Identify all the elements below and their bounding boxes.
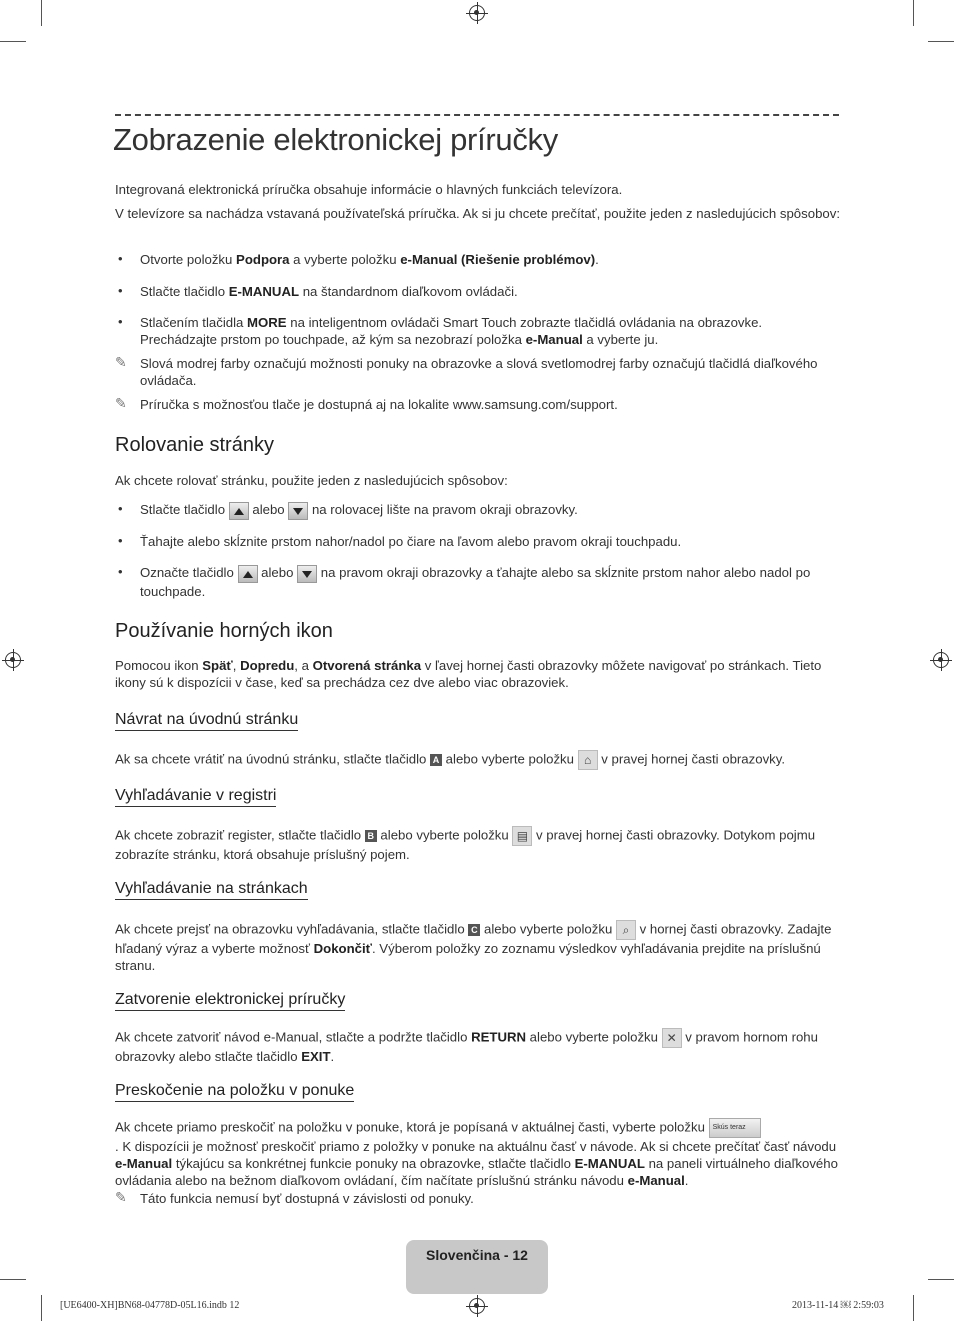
list-item: Otvorte položku Podpora a vyberte položku e-Manual (Riešenie problémov). [140,252,599,267]
b-key-icon: B [365,830,377,842]
section-paragraph: Ak sa chcete vrátiť na úvodnú stránku, stlačte tlačidlo A alebo vyberte položku ⌂ v pravej hornej časti obrazovky. [115,750,845,770]
crop-mark [41,1295,42,1321]
search-icon: ⌕ [616,920,636,940]
section-paragraph: Ak chcete zobraziť register, stlačte tlačidlo B alebo vyberte položku ▤ v pravej hornej časti obrazovky. Dotykom pojmu zobrazíte stránku, ktorá obsahuje príslušný pojem. [115,827,816,862]
registration-mark-icon [469,1298,485,1314]
pencil-note-icon: ✎ [115,395,127,411]
pencil-note-icon: ✎ [115,1189,127,1205]
try-now-button: Skús teraz [709,1118,761,1138]
crop-mark [913,0,914,26]
section-paragraph: Ak chcete rolovať stránku, použite jeden z nasledujúcich spôsobov: [115,473,508,488]
intro-paragraph: Integrovaná elektronická príručka obsahuje informácie o hlavných funkciách televízora. [115,182,623,197]
bullet: • [118,533,123,548]
crop-mark [928,1279,954,1280]
crop-mark [41,0,42,26]
bullet: • [118,564,123,579]
up-arrow-icon [229,502,249,520]
list-item: Označte tlačidlo alebo na pravom okraji obrazovky a ťahajte alebo sa skĺznite prstom nahor alebo nadol po touchpade. [140,565,811,599]
up-arrow-icon [238,565,258,583]
section-paragraph: Ak chcete prejsť na obrazovku vyhľadávania, stlačte tlačidlo C alebo vyberte položku ⌕ v hornej časti obrazovky. Zadajte hľadaný výraz a vyberte možnosť Dokončiť. Výberom položky zo zoznamu výsledkov vyhľadávania prejdite na príslušnú stranu. [115,921,832,973]
subheading-jump: Preskočenie na položku v ponuke [115,1082,354,1102]
subheading-home: Návrat na úvodnú stránku [115,711,298,731]
index-icon: ▤ [512,826,532,846]
page-title: Zobrazenie elektronickej príručky [113,122,558,157]
list-item: Stlačením tlačidla MORE na inteligentnom ovládači Smart Touch zobrazte tlačidlá ovládania na obrazovke. Prechádzajte prstom po touchpade, až kým sa nezobrazí položka e-Manual a vyberte ju. [140,315,763,347]
page-number: Slovenčina - 12 [426,1247,528,1263]
section-paragraph: Pomocou ikon Späť, Dopredu, a Otvorená stránka v ľavej hornej časti obrazovky môžete navigovať po stránkach. Tieto ikony sú k dispozícii v čase, keď sa prechádza cez dve alebo viac obrazoviek. [115,658,822,690]
pencil-note-icon: ✎ [115,354,127,370]
subheading-search: Vyhľadávanie na stránkach [115,880,308,900]
subheading-index: Vyhľadávanie v registri [115,787,276,807]
print-slug-file: [UE6400-XH]BN68-04778D-05L16.indb 12 [60,1300,240,1311]
list-item: Stlačte tlačidlo E-MANUAL na štandardnom diaľkovom ovládači. [140,284,518,299]
list-item: Ťahajte alebo skĺznite prstom nahor/nadol po čiare na ľavom alebo pravom okraji touchpadu. [140,534,682,549]
crop-mark [0,1279,26,1280]
bullet: • [118,501,123,516]
c-key-icon: C [468,924,480,936]
crop-mark [0,41,26,42]
section-paragraph: Ak chcete zatvoriť návod e-Manual, stlačte a podržte tlačidlo RETURN alebo vyberte položku ✕ v pravom hornom rohu obrazovky alebo stlačte tlačidlo EXIT. [115,1029,818,1064]
list-item: Stlačte tlačidlo alebo na rolovacej lište na pravom okraji obrazovky. [140,501,840,520]
a-key-icon: A [430,754,442,766]
print-slug-date: 2013-11-14 ￼ 2:59:03 [792,1300,884,1311]
subheading-close: Zatvorenie elektronickej príručky [115,991,345,1011]
registration-mark-icon [5,652,21,668]
bullet: • [118,251,123,266]
registration-mark-icon [933,652,949,668]
section-heading-icons: Používanie horných ikon [115,620,333,642]
section-paragraph: Ak chcete priamo preskočiť na položku v ponuke, ktorá je popísaná v aktuálnej časti, vyberte položku Skús teraz . K dispozícii je možnosť preskočiť priamo z položky v ponuke na aktuálnu časť v návode. Ak si chcete prečítať časť návodu e-Manual týkajúcu sa konkrétnej funkcie ponuky na obrazovke, stlačte tlačidlo E-MANUAL na paneli virtuálneho diaľkového ovládania alebo na bežnom diaľkovom ovládaní, čím načítate príslušnú stránku návodu e-Manual. [115,1119,838,1188]
bullet: • [118,314,123,329]
crop-mark [913,1295,914,1321]
registration-mark-icon [469,5,485,21]
down-arrow-icon [297,565,317,583]
home-icon: ⌂ [578,750,598,770]
intro-paragraph: V televízore sa nachádza vstavaná používateľská príručka. Ak si ju chcete prečítať, použite jeden z nasledujúcich spôsobov: [115,206,840,221]
close-icon: ✕ [662,1028,682,1048]
page-number-tab [406,1240,548,1294]
down-arrow-icon [288,502,308,520]
crop-mark [928,41,954,42]
note-text: Táto funkcia nemusí byť dostupná v závislosti od ponuky. [140,1191,474,1206]
section-heading-scroll: Rolovanie stránky [115,434,274,456]
title-divider [115,114,839,116]
note-text: Slová modrej farby označujú možnosti ponuky na obrazovke a slová svetlomodrej farby označujú tlačidlá diaľkového ovládača. [140,356,818,388]
note-text: Príručka s možnosťou tlače je dostupná aj na lokalite www.samsung.com/support. [140,397,618,412]
bullet: • [118,283,123,298]
